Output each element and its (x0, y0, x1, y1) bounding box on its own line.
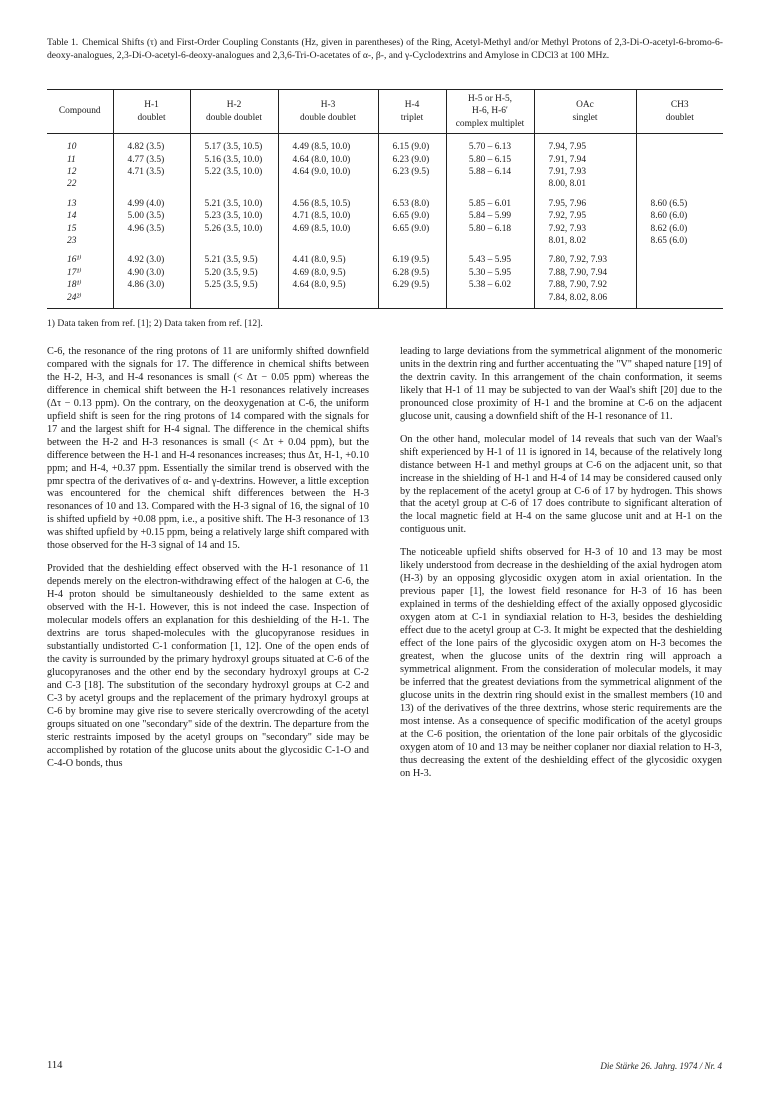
table-cell: 12 (67, 167, 77, 178)
table-cell (190, 235, 278, 247)
table-cell (446, 292, 534, 309)
table-cell (190, 178, 278, 190)
table-row (47, 292, 723, 309)
table-cell: 14 (67, 211, 77, 222)
table-cell: 4.71 (3.5) (113, 166, 190, 178)
table-cell: 7.92, 7.93 (534, 223, 636, 235)
table-cell (636, 279, 723, 291)
table-cell: 5.00 (3.5) (113, 210, 190, 222)
table-cell: 5.38 – 6.02 (446, 279, 534, 291)
header-h4: H-4 triplet (378, 90, 446, 134)
table-row (47, 141, 723, 153)
header-h3: H-3 double doublet (278, 90, 378, 134)
header-h5: H-5 or H-5, H-6, H-6′ complex multiplet (446, 90, 534, 134)
table-cell: 5.43 – 5.95 (446, 254, 534, 266)
table-row (47, 198, 723, 210)
table-cell: 7.92, 7.95 (534, 210, 636, 222)
table-cell: 4.64 (9.0, 10.0) (278, 166, 378, 178)
table-cell (113, 292, 190, 309)
left-column (47, 346, 369, 781)
table-cell: 5.88 – 6.14 (446, 166, 534, 178)
table-cell: 4.86 (3.0) (113, 279, 190, 291)
chemical-shift-table (47, 89, 723, 309)
table-row (47, 267, 723, 279)
table-cell: 10 (67, 142, 77, 153)
table-cell: 5.30 – 5.95 (446, 267, 534, 279)
table-cell: 4.41 (8.0, 9.5) (278, 254, 378, 266)
table-cell: 18¹⁾ (67, 280, 82, 291)
table-caption-text: Chemical Shifts (τ) and First-Order Coupling Constants (Hz, given in parentheses) of the Ring, Acetyl-Methyl and/or Methyl Protons of 2,3-Di-O-acetyl-6-bromo-6-deoxy-analogues, 2,3-Di-O-acetyl-6-deoxy-analogues and 2,3,6-Tri-O-acetates of α-, β-, and γ-Cyclodextrins and Amylose in CDCl3 at 100 MHz. (47, 37, 723, 61)
table-cell (446, 178, 534, 190)
table-row (47, 254, 723, 266)
table-cell: 23 (67, 236, 77, 247)
table-row (47, 178, 723, 190)
table-cell (278, 178, 378, 190)
table-cell: 17¹⁾ (67, 267, 82, 278)
table-cell: 16¹⁾ (67, 255, 82, 266)
table-cell: 4.64 (8.0, 9.5) (278, 279, 378, 291)
table-cell (636, 292, 723, 309)
table-cell (278, 235, 378, 247)
table-cell: 7.94, 7.95 (534, 141, 636, 153)
table-cell: 5.21 (3.5, 10.0) (190, 198, 278, 210)
table-cell: 8.01, 8.02 (534, 235, 636, 247)
table-cell: 8.60 (6.5) (636, 198, 723, 210)
table-cell: 5.84 – 5.99 (446, 210, 534, 222)
right-column (400, 346, 722, 791)
table-cell: 7.91, 7.93 (534, 166, 636, 178)
table-header-row (47, 90, 723, 134)
table-cell (378, 235, 446, 247)
table-cell: 11 (67, 154, 76, 165)
table-cell (636, 178, 723, 190)
table-cell: 5.70 – 6.13 (446, 141, 534, 153)
table-cell: 7.88, 7.90, 7.92 (534, 279, 636, 291)
table-cell: 8.60 (6.0) (636, 210, 723, 222)
table-cell: 4.96 (3.5) (113, 223, 190, 235)
table-row (47, 235, 723, 247)
table-cell (190, 292, 278, 309)
table-cell: 8.62 (6.0) (636, 223, 723, 235)
paragraph: C-6, the resonance of the ring protons of 11 are uniformly shifted downfield compared with the signals for 17. The difference in chemical shifts between the H-2, H-3, and H-4 resonances is small (< Δτ − 0.05 ppm) whereas the difference in chemical shift between the H-1 resonances relatively increases (Δτ − 0.13 ppm). On the contrary, on the deoxygenation at C-6, the uniform upfield shift is seen for the ring protons of 14 compared with the signals for 17 and the largest shift for H-4 signal. The difference in the chemical shifts between the H-2 and H-3 resonances is small (< Δτ + 0.04 ppm), but the difference between the H-1 and H-4 resonances increases; thus Δτ, H-1, +0.10 ppm; and H-4, +0.37 ppm. Essentially the similar trend is observed with the pmr spectra of the derivatives of α- and γ-dextrins. However, a little exception was encountered for the chemical shift differences between the H-3 resonances of 10 and 13. Compared with the H-3 signal of 16, the signal of 10 is shifted upfield by +0.08 ppm, i.e., a positive shift. The H-3 resonance of 13 was shifted upfield by +0.15 ppm, being a relatively large shift compared with those observed for the H-3 signal of 14 and 15. (47, 346, 369, 552)
table-cell: 4.77 (3.5) (113, 154, 190, 166)
table-cell (113, 235, 190, 247)
header-ch3: CH3 doublet (636, 90, 723, 134)
table-cell (636, 154, 723, 166)
table-cell (113, 178, 190, 190)
table-cell (636, 141, 723, 153)
header-oac: OAc singlet (534, 90, 636, 134)
table-cell: 4.56 (8.5, 10.5) (278, 198, 378, 210)
header-h2: H-2 double doublet (190, 90, 278, 134)
table-cell: 4.82 (3.5) (113, 141, 190, 153)
table-cell (278, 292, 378, 309)
table-cell (378, 292, 446, 309)
table-cell: 22 (67, 179, 77, 190)
table-cell: 8.00, 8.01 (534, 178, 636, 190)
table-row (47, 223, 723, 235)
table-cell (636, 166, 723, 178)
table-cell: 6.15 (9.0) (378, 141, 446, 153)
paragraph: The noticeable upfield shifts observed for H-3 of 10 and 13 may be most likely understood from decrease in the deshielding of the axial hydrogen atom (H-3) by an opposing glycosidic oxygen atom in axial orientation. In the previous paper [1], the lowest field resonance for H-3 of 16 has been explained in terms of the deshielding effect of the axially opposed glycosidic oxygen atom at C-1 in syndiaxial relation to H-3, besides the deshielding effect due to the acetyl group at C-3. It might be expected that the deshielding effect of the lone pairs of the glycosidic oxygen atom on H-3 becomes the greatest, when the glucose units of the dextrin ring will approach a symmetrical alignment. From the consideration of molecular models, it may be inferred that the greatest deviations from the symmetrical alignment of the glucose units in the dextrin ring should exist in the smallest members (10 and 13) of the derivatives of the three dextrins, whose steric requirements are the most intense. As a consequence of specific modification of the acetyl groups at the C-6 position, the orientation of the lone pair orbitals of the glycosidic oxygen atom of 10 and 13 may be neither coplaner nor diaxial relation to H-3, thus decreasing the extent of the deshielding effect of the glycosidic oxygen on H-3. (400, 547, 722, 779)
table-cell: 6.65 (9.0) (378, 223, 446, 235)
table-cell: 6.23 (9.0) (378, 154, 446, 166)
table-row (47, 154, 723, 166)
paragraph: On the other hand, molecular model of 14 reveals that such van der Waal's shift experienced by H-1 of 11 is ignored in 14, because of the relatively long distance between H-1 and methyl groups at C-6 on the adjacent unit, so that increase in the shielding of H-1 and H-4 of 14 may be considered caused only by the replacement of the acetyl group at C-6 of 17 by hydrogen. This shows that the acetyl group at C-6 of 17 does contribute to significant alteration of the local magnetic field at H-4 on the same glucose unit and at H-1 on the contiguous unit. (400, 433, 722, 536)
page-number: 114 (47, 1060, 63, 1071)
table-cell: 5.17 (3.5, 10.5) (190, 141, 278, 153)
journal-reference: Die Stärke 26. Jahrg. 1974 / Nr. 4 (600, 1061, 722, 1071)
table-cell: 5.80 – 6.18 (446, 223, 534, 235)
table-cell: 7.80, 7.92, 7.93 (534, 254, 636, 266)
table-row (47, 210, 723, 222)
table-cell (378, 178, 446, 190)
table-cell: 24²⁾ (47, 292, 113, 309)
table-cell: 5.80 – 6.15 (446, 154, 534, 166)
table-cell: 5.20 (3.5, 9.5) (190, 267, 278, 279)
table-cell (446, 235, 534, 247)
paragraph: Provided that the deshielding effect observed with the H-1 resonance of 11 depends merely on the electron-withdrawing effect of the halogen at C-6, the H-4 proton should be simultaneously deshielded to the same extent as observed with the H-1. However, this is not indeed the case. Inspection of molecular models offers an explanation for this deshielding of the H-1. The dextrins are torus shaped-molecules with the glucopyranose residues in substantially undistorted C-1 conformation [1, 12]. One of the open ends of the cavity is surrounded by the primary hydroxyl groups situated at C-6 of the glucopyranoses and the other end by the secondary hydroxyl groups at C-2 and C-3 [18]. The substitution of the secondary hydroxyl groups at C-2 and C-3 by acetyl groups and the replacement of the primary hydroxyl groups at C-6 by bromine may give rise to severe sterically overcrowding of the acetyl groups situated on one "secondary" side of the dextrin. The departure from the steric restraints imposed by the acetyl groups on "secondary" side may be accomplished by rotation of the glucose units about the glycosidic C-1-O and C-4-O bonds, thus (47, 563, 369, 769)
table-cell: 6.23 (9.5) (378, 166, 446, 178)
header-h1: H-1 doublet (113, 90, 190, 134)
table-cell: 5.26 (3.5, 10.0) (190, 223, 278, 235)
table-cell: 5.21 (3.5, 9.5) (190, 254, 278, 266)
table-cell: 4.49 (8.5, 10.0) (278, 141, 378, 153)
table-cell: 7.91, 7.94 (534, 154, 636, 166)
table-cell: 8.65 (6.0) (636, 235, 723, 247)
table-cell: 6.29 (9.5) (378, 279, 446, 291)
table-cell: 7.84, 8.02, 8.06 (534, 292, 636, 309)
table-cell: 4.69 (8.0, 9.5) (278, 267, 378, 279)
table-cell: 5.16 (3.5, 10.0) (190, 154, 278, 166)
table-cell: 4.69 (8.5, 10.0) (278, 223, 378, 235)
table-cell: 7.95, 7.96 (534, 198, 636, 210)
table-cell: 5.22 (3.5, 10.0) (190, 166, 278, 178)
table-cell: 6.19 (9.5) (378, 254, 446, 266)
table-footnote: 1) Data taken from ref. [1]; 2) Data taken from ref. [12]. (47, 318, 263, 329)
table-cell (636, 254, 723, 266)
table-cell: 5.85 – 6.01 (446, 198, 534, 210)
table-cell: 6.65 (9.0) (378, 210, 446, 222)
table-cell: 4.71 (8.5, 10.0) (278, 210, 378, 222)
table-cell: 4.99 (4.0) (113, 198, 190, 210)
table-cell: 5.23 (3.5, 10.0) (190, 210, 278, 222)
table-body (47, 134, 723, 309)
table-row (47, 279, 723, 291)
table-cell: 4.90 (3.0) (113, 267, 190, 279)
header-compound: Compound (47, 90, 113, 134)
table-cell: 4.92 (3.0) (113, 254, 190, 266)
table-caption (47, 36, 723, 62)
paragraph: leading to large deviations from the symmetrical alignment of the monomeric units in the dextrin ring and further accentuating the "V" shaped nature [19] of the dextrin cavity. In this arrangement of the chain conformation, it seems likely that H-1 of 11 may be subjected to van der Waal's shift [20] due to the pronounced close proximity of H-1 and the bromine at C-6 on the adjacent glucose unit, causing a downfield shift of the H-1 resonance of 11. (400, 346, 722, 422)
table-row (47, 166, 723, 178)
table-cell: 7.88, 7.90, 7.94 (534, 267, 636, 279)
table-caption-label: Table 1. (47, 37, 79, 48)
table-cell: 4.64 (8.0, 10.0) (278, 154, 378, 166)
table-cell: 15 (67, 223, 77, 234)
table-cell: 5.25 (3.5, 9.5) (190, 279, 278, 291)
table-cell: 6.28 (9.5) (378, 267, 446, 279)
table-cell: 13 (67, 198, 77, 209)
table-cell (636, 267, 723, 279)
table-cell: 6.53 (8.0) (378, 198, 446, 210)
